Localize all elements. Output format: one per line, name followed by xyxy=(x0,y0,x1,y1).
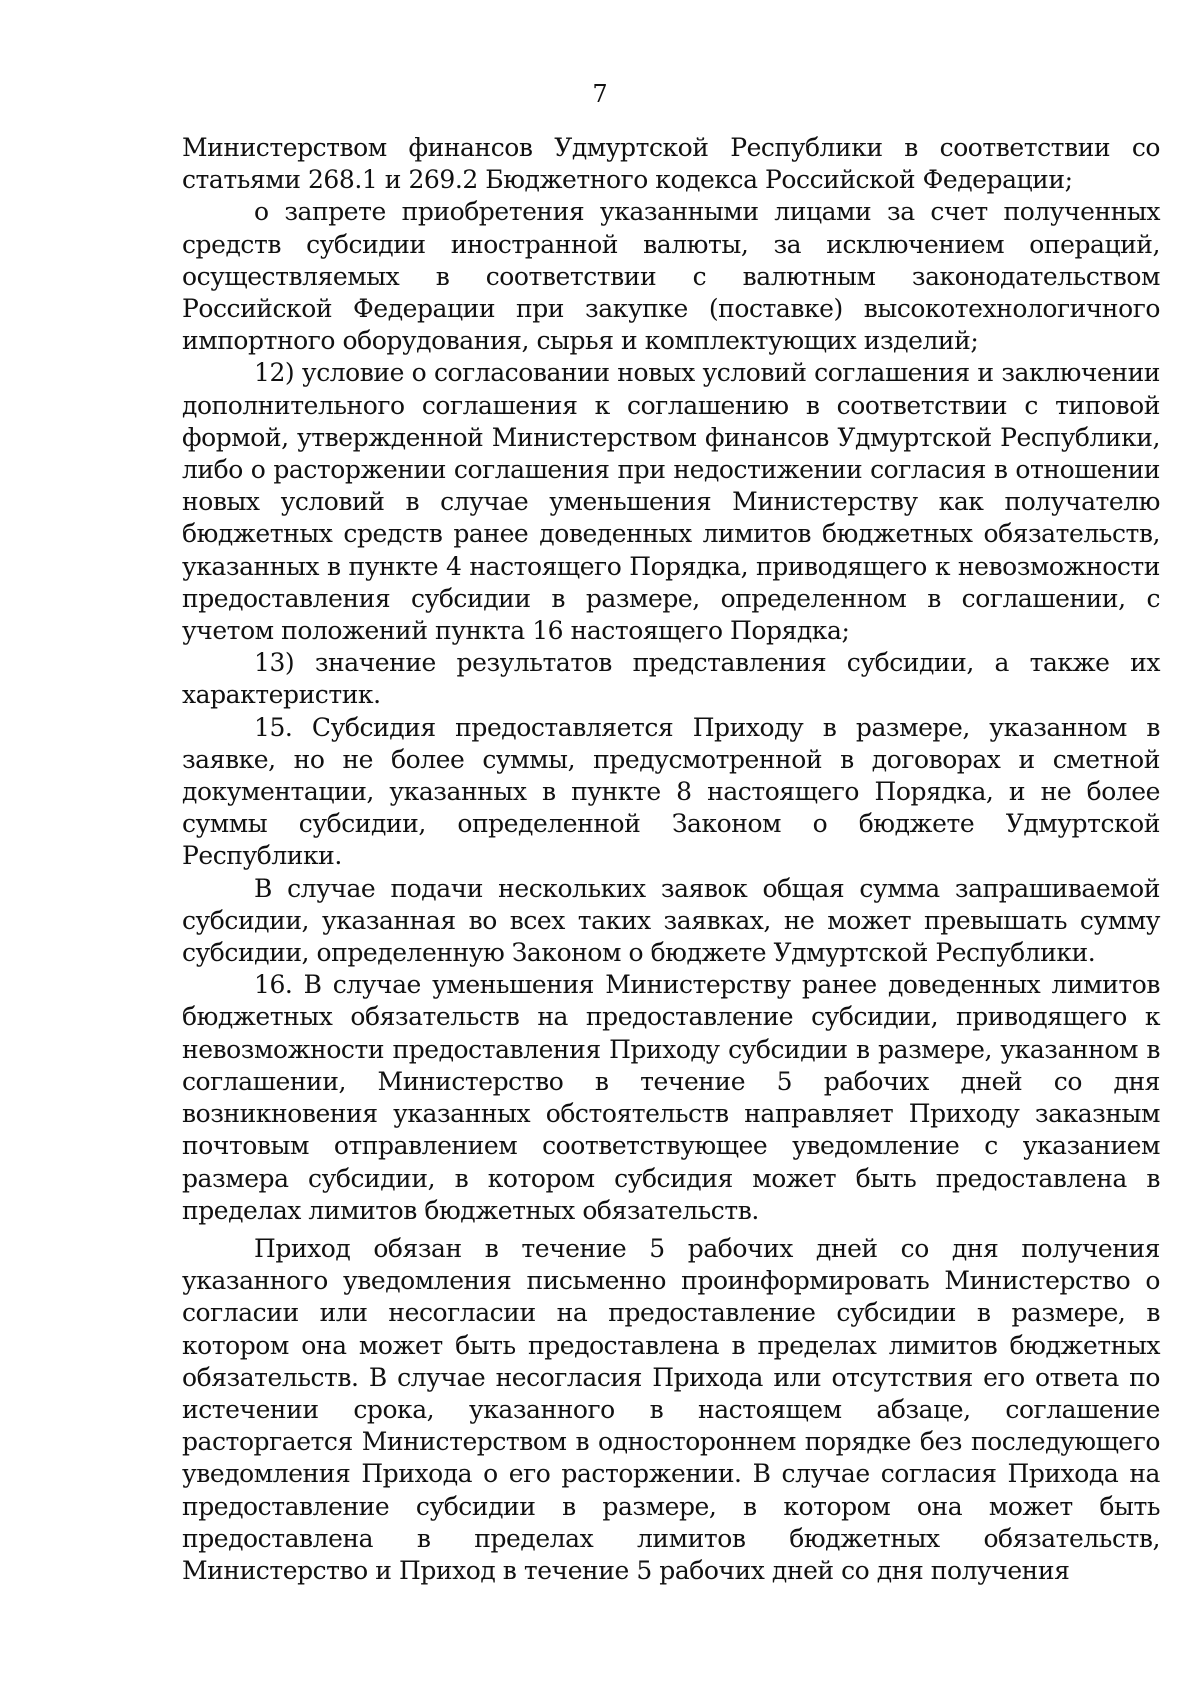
paragraph: В случае подачи нескольких заявок общая сумма запрашиваемой субсидии, указанная во всех таких заявках, не может превышать сумму субсидии, определенную Законом о бюджете Удмуртской Республики. xyxy=(182,873,1160,968)
paragraph: Министерством финансов Удмуртской Республики в соответствии со статьями 268.1 и 269.2 Бюджетного кодекса Российской Федерации; xyxy=(182,133,1160,195)
document-body xyxy=(182,132,1160,1587)
paragraph: Приход обязан в течение 5 рабочих дней со дня получения указанного уведомления письменно проинформировать Министерство о согласии или несогласии на предоставление субсидии в размере, в котором она может быть предоставлена в пределах лимитов бюджетных обязательств. В случае несогласия Прихода или отсутствия его ответа по истечении срока, указанного в настоящем абзаце, соглашение расторгается Министерством в одностороннем порядке без последующего уведомления Прихода о его расторжении. В случае согласия Прихода на предоставление субсидии в размере, в котором она может быть предоставлена в пределах лимитов бюджетных обязательств, Министерство и Приход в течение 5 рабочих дней со дня получения xyxy=(182,1233,1160,1585)
paragraph: о запрете приобретения указанными лицами за счет полученных средств субсидии иностранной валюты, за исключением операций, осуществляемых в соответствии с валютным законодательством Российской Федерации при закупке (поставке) высокотехнологичного импортного оборудования, сырья и комплектующих изделий; xyxy=(182,197,1160,356)
paragraph: 16. В случае уменьшения Министерству ранее доведенных лимитов бюджетных обязательств на предоставление субсидии, приводящего к невозможности предоставления Приходу субсидии в размере, указанном в соглашении, Министерство в течение 5 рабочих дней со дня возникновения указанных обстоятельств направляет Приходу заказным почтовым отправлением соответствующее уведомление с указанием размера субсидии, в котором субсидия может быть предоставлена в пределах лимитов бюджетных обязательств. xyxy=(182,970,1160,1225)
page-number: 7 xyxy=(592,80,608,108)
paragraph: 12) условие о согласовании новых условий соглашения и заключении дополнительного соглашения к соглашению в соответствии с типовой формой, утвержденной Министерством финансов Удмуртской Республики, либо о расторжении соглашения при недостижении согласия в отношении новых условий в случае уменьшения Министерству как получателю бюджетных средств ранее доведенных лимитов бюджетных обязательств, указанных в пункте 4 настоящего Порядка, приводящего к невозможности предоставления субсидии в размере, определенном в соглашении, с учетом положений пункта 16 настоящего Порядка; xyxy=(182,358,1160,646)
paragraph: 15. Субсидия предоставляется Приходу в размере, указанном в заявке, но не более суммы, предусмотренной в договорах и сметной документации, указанных в пункте 8 настоящего Порядка, и не более суммы субсидии, определенной Законом о бюджете Удмуртской Республики. xyxy=(182,712,1160,871)
paragraph: 13) значение результатов представления субсидии, а также их характеристик. xyxy=(182,648,1160,710)
